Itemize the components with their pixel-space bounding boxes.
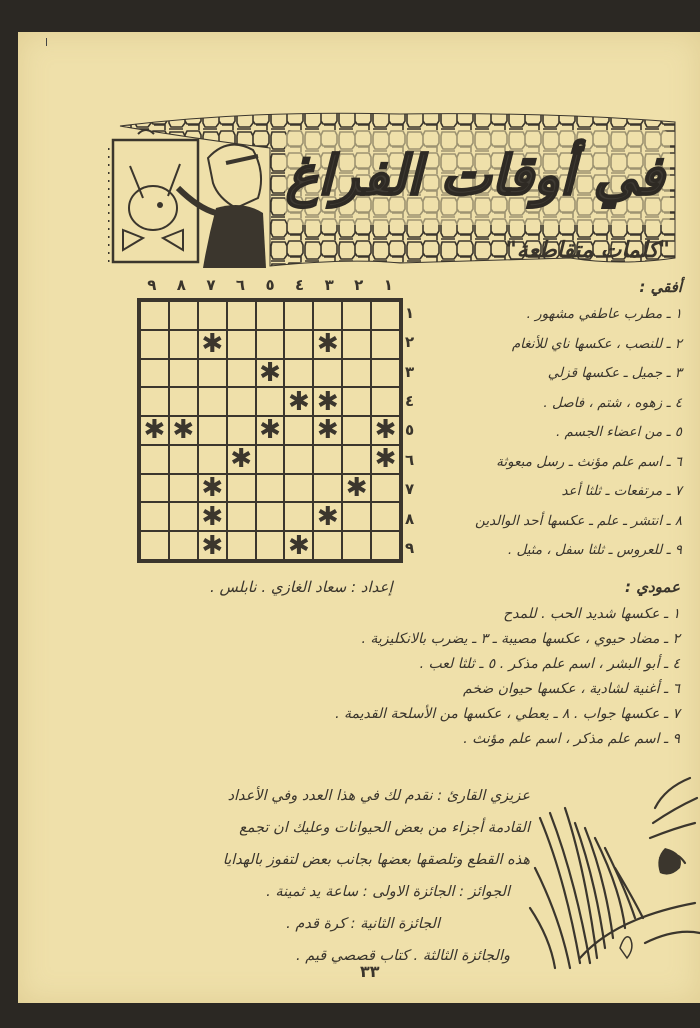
down-clue: ٢ ـ مضاد حيوي ، عكسها مصيبة ـ ٣ ـ يضرب بالانكليزية . xyxy=(361,631,680,647)
row-number: ٨ xyxy=(405,509,415,528)
asterisk-icon: ✱ xyxy=(316,329,339,360)
crossword-cell[interactable] xyxy=(169,474,198,503)
crossword-cell[interactable] xyxy=(342,416,371,445)
crossword-cell[interactable] xyxy=(284,301,313,330)
blocked-cell xyxy=(313,502,342,531)
asterisk-icon: ✱ xyxy=(374,415,397,446)
crossword-cell[interactable] xyxy=(256,330,285,359)
blocked-cell xyxy=(198,531,227,560)
crossword-cell[interactable] xyxy=(313,301,342,330)
crossword-cell[interactable] xyxy=(140,474,169,503)
blocked-cell xyxy=(371,445,400,474)
blocked-cell xyxy=(256,416,285,445)
across-clue: ٦ ـ اسم علم مؤنث ـ رسل مبعوثة xyxy=(496,453,682,470)
asterisk-icon: ✱ xyxy=(201,473,224,504)
column-number: ١ xyxy=(383,276,393,294)
blocked-cell xyxy=(284,387,313,416)
crossword-cell[interactable] xyxy=(169,359,198,388)
crossword-cell[interactable] xyxy=(169,531,198,560)
girl-painting-illustration xyxy=(108,128,268,273)
page-title: في أوقات الفراغ xyxy=(285,143,665,207)
crossword-cell[interactable] xyxy=(284,502,313,531)
crossword-cell[interactable] xyxy=(313,445,342,474)
across-clue: ٤ ـ زهوه ، شتم ، فاصل . xyxy=(543,394,682,411)
blocked-cell xyxy=(342,474,371,503)
crossword-cell[interactable] xyxy=(198,387,227,416)
crossword-cell[interactable] xyxy=(313,531,342,560)
down-clues xyxy=(100,572,680,752)
page-mark xyxy=(46,38,47,46)
crossword-cell[interactable] xyxy=(313,474,342,503)
column-number: ٩ xyxy=(147,276,157,294)
column-number: ٦ xyxy=(235,276,246,294)
crossword-cell[interactable] xyxy=(284,474,313,503)
crossword-cell[interactable] xyxy=(198,416,227,445)
crossword-cell[interactable] xyxy=(284,330,313,359)
blocked-cell xyxy=(313,416,342,445)
column-number: ٥ xyxy=(265,276,275,294)
crossword-cell[interactable] xyxy=(256,531,285,560)
asterisk-icon: ✱ xyxy=(316,415,339,446)
crossword-cell[interactable] xyxy=(371,330,400,359)
asterisk-icon: ✱ xyxy=(287,386,310,417)
crossword-cell[interactable] xyxy=(284,359,313,388)
crossword-cell[interactable] xyxy=(371,301,400,330)
asterisk-icon: ✱ xyxy=(287,530,310,561)
crossword-cell[interactable] xyxy=(227,416,256,445)
crossword-cell[interactable] xyxy=(198,301,227,330)
crossword-cell[interactable] xyxy=(284,445,313,474)
blocked-cell xyxy=(169,416,198,445)
asterisk-icon: ✱ xyxy=(259,357,281,388)
across-clue: ٨ ـ انتشر ـ علم ـ عكسها أحد الوالدين xyxy=(475,512,682,529)
blocked-cell xyxy=(227,445,256,474)
across-clue: ٩ ـ للعروس ـ ثلثا سفل ، مثيل . xyxy=(507,542,682,558)
row-number: ٧ xyxy=(405,480,415,499)
crossword-cell[interactable] xyxy=(371,474,400,503)
crossword-cell[interactable] xyxy=(256,301,285,330)
asterisk-icon: ✱ xyxy=(201,329,224,360)
across-clue: ١ ـ مطرب عاطفي مشهور . xyxy=(526,306,682,322)
crossword-cell[interactable] xyxy=(256,502,285,531)
asterisk-icon: ✱ xyxy=(316,501,339,532)
crossword-cell[interactable] xyxy=(342,531,371,560)
across-heading: أفقي : xyxy=(639,278,682,296)
asterisk-icon: ✱ xyxy=(230,444,252,475)
crossword-cell[interactable] xyxy=(198,445,227,474)
column-number: ٢ xyxy=(354,276,364,294)
row-number: ٣ xyxy=(405,362,415,381)
column-number: ٤ xyxy=(295,276,305,294)
asterisk-icon: ✱ xyxy=(143,415,166,446)
crossword-cell[interactable] xyxy=(227,531,256,560)
notice-line: القادمة أجزاء من بعض الحيوانات وعليك ان تجمع xyxy=(239,820,530,836)
blocked-cell xyxy=(140,416,169,445)
reader-notice xyxy=(100,780,530,972)
crossword-cell[interactable] xyxy=(371,387,400,416)
crossword-cell[interactable] xyxy=(169,502,198,531)
row-number: ٥ xyxy=(405,421,415,440)
asterisk-icon: ✱ xyxy=(201,530,224,561)
down-heading: عمودي : xyxy=(624,578,680,596)
down-clue: ٦ ـ أغنية لشادية ، عكسها حيوان ضخم xyxy=(463,681,680,697)
down-clue: ٩ ـ اسم علم مذكر ، اسم علم مؤنث . xyxy=(463,731,680,747)
crossword-cell[interactable] xyxy=(342,445,371,474)
asterisk-icon: ✱ xyxy=(374,444,397,475)
blocked-cell xyxy=(284,531,313,560)
crossword-cell[interactable] xyxy=(227,502,256,531)
crossword-cell[interactable] xyxy=(227,387,256,416)
row-number: ٢ xyxy=(405,333,415,352)
blocked-cell xyxy=(198,502,227,531)
crossword-cell[interactable] xyxy=(169,301,198,330)
row-number: ١ xyxy=(405,303,415,322)
prize-line: والجائزة الثالثة . كتاب قصصي قيم . xyxy=(295,948,510,964)
crossword-cell[interactable] xyxy=(313,359,342,388)
asterisk-icon: ✱ xyxy=(201,501,224,532)
crossword-cell[interactable] xyxy=(169,330,198,359)
blocked-cell xyxy=(198,330,227,359)
column-number: ٣ xyxy=(324,276,334,294)
crossword-cell[interactable] xyxy=(227,301,256,330)
author-credit: إعداد : سعاد الغازي . نابلس . xyxy=(210,578,393,596)
notice-line: هذه القطع وتلصقها بعضها بجانب بعض لتفوز بالهدايا xyxy=(222,852,530,868)
crossword-cell[interactable] xyxy=(342,359,371,388)
prize-line: الجائزة الثانية : كرة قدم . xyxy=(286,916,440,932)
page-number: ٣٣ xyxy=(360,962,380,981)
across-clues xyxy=(420,278,682,566)
down-clue: ٤ ـ أبو البشر ، اسم علم مذكر . ٥ ـ ثلثا لعب . xyxy=(419,656,680,672)
crossword-cell[interactable] xyxy=(256,445,285,474)
crossword-cell[interactable] xyxy=(140,531,169,560)
crossword-cell[interactable] xyxy=(227,474,256,503)
blocked-cell xyxy=(313,387,342,416)
crossword-cell[interactable] xyxy=(342,330,371,359)
column-number: ٧ xyxy=(206,276,216,294)
crossword-cell[interactable] xyxy=(371,502,400,531)
crossword-cell[interactable] xyxy=(140,445,169,474)
crossword-cell[interactable] xyxy=(140,359,169,388)
across-clue: ٧ ـ مرتفعات ـ ثلثا أعد xyxy=(561,483,682,499)
row-number: ٤ xyxy=(405,392,415,411)
crossword-cell[interactable] xyxy=(140,301,169,330)
crossword-cell[interactable] xyxy=(342,301,371,330)
notice-line: عزيزي القارئ : نقدم لك في هذا العدد وفي الأعداد xyxy=(227,788,530,804)
across-clue: ٢ ـ للنصب ، عكسها ناي للأنغام xyxy=(511,335,682,352)
crossword-cell[interactable] xyxy=(371,531,400,560)
crossword-cell[interactable] xyxy=(169,445,198,474)
crossword-grid xyxy=(137,298,403,563)
across-clue: ٣ ـ جميل ـ عكسها قزلي xyxy=(547,365,682,381)
crossword-cell[interactable] xyxy=(256,474,285,503)
crossword-cell[interactable] xyxy=(227,330,256,359)
asterisk-icon: ✱ xyxy=(345,473,368,504)
blocked-cell xyxy=(198,474,227,503)
crossword-cell[interactable] xyxy=(256,387,285,416)
crossword-cell[interactable] xyxy=(140,387,169,416)
down-clue: ٧ ـ عكسها جواب . ٨ ـ يعطي ، عكسها من الأسلحة القديمة . xyxy=(335,706,680,722)
down-clue: ١ ـ عكسها شديد الحب . للمدح xyxy=(503,606,680,622)
crossword-cell[interactable] xyxy=(198,359,227,388)
crossword-cell[interactable] xyxy=(371,359,400,388)
prize-line: الجوائز : الجائزة الاولى : ساعة يد ثمينة . xyxy=(266,884,510,900)
across-clue: ٥ ـ من اعضاء الجسم . xyxy=(555,424,682,440)
column-number: ٨ xyxy=(176,276,186,294)
lion-fragment-illustration xyxy=(525,768,700,973)
asterisk-icon: ✱ xyxy=(259,415,281,446)
asterisk-icon: ✱ xyxy=(316,386,339,417)
asterisk-icon: ✱ xyxy=(172,415,195,446)
crossword-cell[interactable] xyxy=(140,330,169,359)
crossword-heading: "كلمات متقاطعة" xyxy=(505,238,670,263)
blocked-cell xyxy=(313,330,342,359)
crossword-cell[interactable] xyxy=(169,387,198,416)
crossword-cell[interactable] xyxy=(284,416,313,445)
row-number: ٩ xyxy=(405,539,415,558)
crossword-cell[interactable] xyxy=(140,502,169,531)
crossword-cell[interactable] xyxy=(227,359,256,388)
crossword-cell[interactable] xyxy=(342,387,371,416)
row-number: ٦ xyxy=(405,450,415,469)
column-numbers xyxy=(137,276,403,294)
blocked-cell xyxy=(256,359,285,388)
crossword-cell[interactable] xyxy=(342,502,371,531)
blocked-cell xyxy=(371,416,400,445)
